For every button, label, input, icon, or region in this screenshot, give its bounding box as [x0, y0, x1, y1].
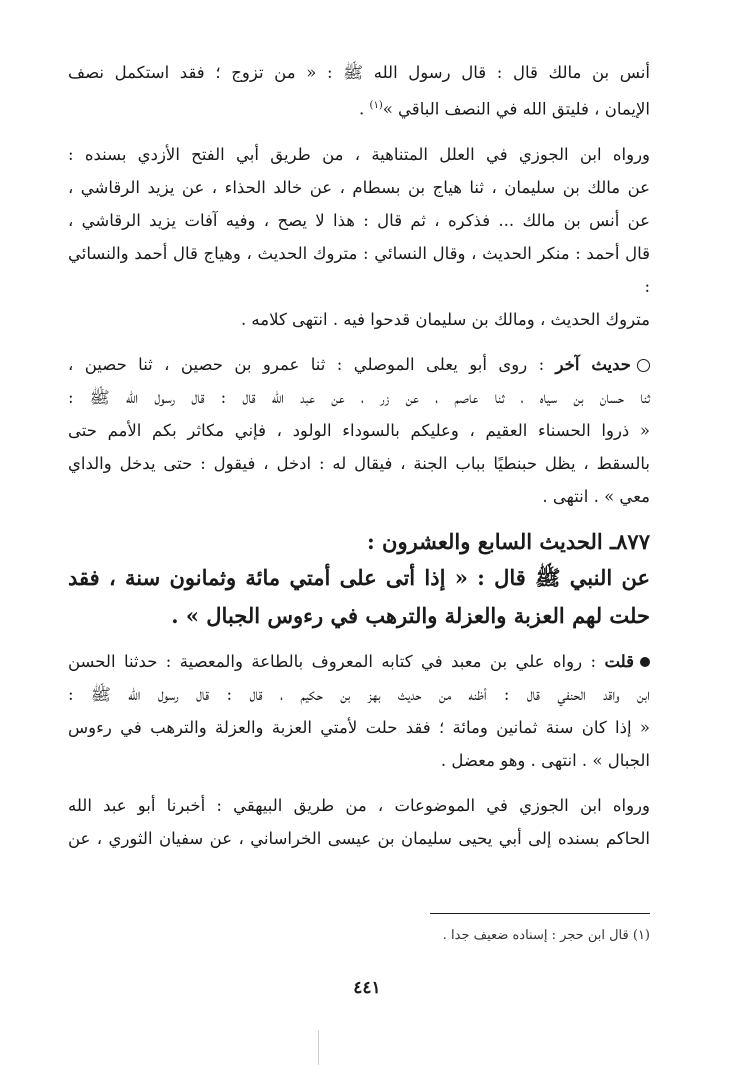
hadith-line: حلت لهم العزبة والعزلة والترهب في رءوس الجبال » .: [171, 602, 650, 628]
text-line: [68, 348, 650, 381]
comment-paragraph: [68, 645, 650, 777]
page-body: [68, 56, 650, 867]
section-label: حديث آخر: [555, 354, 631, 374]
footnote: (١) قال ابن حجر : إسناده ضعيف جدا .: [442, 928, 650, 943]
text-line: الحاكم بسنده إلى أبي يحيى سليمان بن عيسى الخراساني ، عن سفيان الثوري ، عن: [68, 828, 650, 848]
comment-label: قلت: [604, 651, 635, 671]
footnote-reference[interactable]: (١): [369, 100, 383, 111]
text-line: متروك الحديث ، ومالك بن سليمان قدحوا فيه . انتهى كلامه .: [240, 309, 650, 329]
hadith-line: عن النبي ﷺ قال : « إذا أتى على أمتي مائة وثمانون سنة ، فقد: [68, 564, 650, 590]
text-line-content: : رواه علي بن معبد في كتابه المعروف بالطاعة والمعصية : حدثنا الحسن: [68, 651, 597, 671]
text-line: عن أنس بن مالك ... فذكره ، ثم قال : هذا لا يصح ، وفيه آفات يزيد الرقاشي ،: [68, 210, 650, 230]
page-number: ٤٤١: [353, 978, 381, 998]
text-line: الإيمان ، فليتق الله في النصف الباقي »$^{(١)}$ .: [359, 99, 650, 119]
text-line: [68, 645, 650, 678]
text-line: قال أحمد : منكر الحديث ، وقال النسائي : متروك الحديث ، وهياج قال أحمد والنسائي :: [68, 243, 650, 296]
text-line: ورواه ابن الجوزي في العلل المتناهية ، من طريق أبي الفتح الأزدي بسنده :: [68, 144, 650, 164]
dot-marker-icon: [640, 657, 650, 667]
gutter-line: [318, 1030, 319, 1065]
circle-marker-icon: [637, 359, 650, 372]
text-line: ورواه ابن الجوزي في الموضوعات ، من طريق البيهقي : أخبرنا أبو عبد الله: [68, 795, 650, 815]
text-line-content: الإيمان ، فليتق الله في النصف الباقي »: [382, 99, 650, 119]
text-line: عن مالك بن سليمان ، ثنا هياج بن بسطام ، عن خالد الحذاء ، عن يزيد الرقاشي ،: [68, 177, 650, 197]
paragraph-2: [68, 138, 650, 336]
text-line: « ذروا الحسناء العقيم ، وعليكم بالسوداء الولود ، فإني مكاثر بكم الأمم حتى: [68, 420, 650, 440]
text-line: بالسقط ، يظل حبنطيًا بباب الجنة ، فيقال له : ادخل ، فيقول : حتى يدخل والداي: [68, 453, 650, 473]
text-line: ثنا حسان بن سياه ، ثنا عاصم ، عن زر ، عن عبد الله قال : قال رسول الله ﷺ :: [68, 387, 650, 407]
text-line: معي » . انتهى .: [542, 486, 650, 506]
text-line: أنس بن مالك قال : قال رسول الله ﷺ : « من تزوج ؛ فقد استكمل نصف: [68, 63, 650, 82]
footnote-divider: [430, 913, 650, 914]
text-line: الجبال » . انتهى . وهو معضل .: [440, 750, 650, 770]
paragraph-3: [68, 348, 650, 513]
last-paragraph: [68, 789, 650, 855]
hadith-heading: ٨٧٧ـ الحديث السابع والعشرون :: [366, 528, 650, 554]
text-line: ابن واقد الحنفي قال : أظنه من حديث بهز بن حكيم ، قال : قال رسول الله ﷺ :: [68, 684, 650, 704]
paragraph-1: [68, 56, 650, 126]
text-line-content: : روى أبو يعلى الموصلي : ثنا عمرو بن حصين ، ثنا حصين ،: [68, 354, 545, 374]
text-line: « إذا كان سنة ثمانين ومائة ؛ فقد حلت لأمتي العزبة والعزلة والترهب في رءوس: [68, 717, 650, 737]
hadith-text: [68, 559, 650, 635]
